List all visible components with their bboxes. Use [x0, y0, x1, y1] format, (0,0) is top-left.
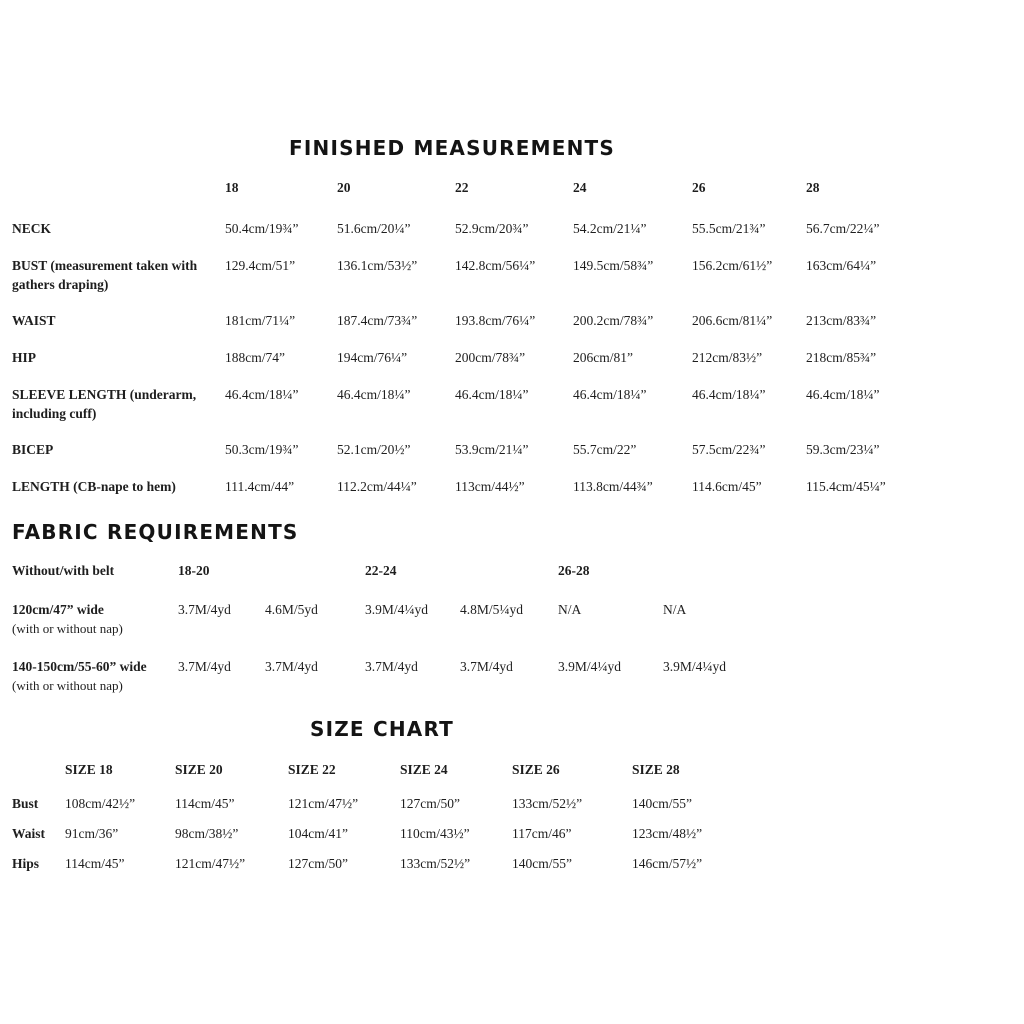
measurement-cell: 56.7cm/22¼” — [806, 221, 880, 236]
measurement-cell: 54.2cm/21¼” — [573, 221, 647, 236]
measurement-cell: 194cm/76¼” — [337, 350, 408, 365]
row-label: Bust — [12, 796, 39, 811]
body-measurement-cell: 123cm/48½” — [632, 826, 703, 841]
size-column-header: SIZE 28 — [632, 762, 680, 777]
measurement-cell: 206.6cm/81¼” — [692, 313, 773, 328]
fabric-requirements-title: FABRIC REQUIREMENTS — [12, 520, 299, 544]
measurement-cell: 50.3cm/19¾” — [225, 442, 299, 457]
fabric-nap-note: (with or without nap) — [12, 678, 123, 693]
measurement-cell: 114.6cm/45” — [692, 479, 762, 494]
measurement-cell: 52.9cm/20¾” — [455, 221, 529, 236]
row-label: SLEEVE LENGTH (underarm, including cuff) — [12, 387, 197, 421]
yardage-cell: 4.6M/5yd — [265, 602, 318, 617]
measurement-cell: 46.4cm/18¼” — [692, 387, 766, 402]
measurement-cell: 136.1cm/53½” — [337, 258, 418, 273]
size-group-header: 26-28 — [558, 563, 590, 578]
size-header-row — [12, 178, 1024, 197]
row-label: NECK — [12, 221, 52, 236]
measurement-cell: 218cm/85¾” — [806, 350, 877, 365]
measurement-cell: 46.4cm/18¼” — [455, 387, 529, 402]
yardage-cell: 3.7M/4yd — [178, 602, 231, 617]
measurement-cell: 188cm/74” — [225, 350, 285, 365]
measurement-cell: 113cm/44½” — [455, 479, 525, 494]
measurement-cell: 112.2cm/44¼” — [337, 479, 417, 494]
table-row-neck — [12, 219, 1024, 238]
size-header: 22 — [455, 180, 469, 195]
yardage-cell: 3.7M/4yd — [460, 659, 513, 674]
body-measurement-cell: 140cm/55” — [512, 856, 572, 871]
row-label: WAIST — [12, 313, 56, 328]
fabric-width-label: 120cm/47” wide — [12, 602, 104, 617]
body-measurement-cell: 121cm/47½” — [288, 796, 359, 811]
yardage-cell: 3.9M/4¼yd — [558, 659, 622, 674]
size-chart-header-row — [12, 760, 1024, 779]
row-label: Hips — [12, 856, 40, 871]
measurement-cell: 113.8cm/44¾” — [573, 479, 653, 494]
fabric-row-120cm — [12, 600, 1024, 638]
table-row-waist — [12, 311, 1024, 330]
row-label: Waist — [12, 826, 46, 841]
table-row-hip — [12, 348, 1024, 367]
measurement-cell: 156.2cm/61½” — [692, 258, 773, 273]
body-measurement-cell: 104cm/41” — [288, 826, 348, 841]
measurement-cell: 163cm/64¼” — [806, 258, 877, 273]
fabric-row-label — [12, 657, 178, 695]
size-header: 28 — [806, 180, 820, 195]
body-measurement-cell: 114cm/45” — [65, 856, 125, 871]
measurement-cell: 129.4cm/51” — [225, 258, 296, 273]
table-row-bust — [12, 256, 1024, 294]
size-column-header: SIZE 20 — [175, 762, 223, 777]
body-measurement-cell: 121cm/47½” — [175, 856, 246, 871]
table-row-length — [12, 477, 1024, 496]
row-label: HIP — [12, 350, 37, 365]
size-header: 18 — [225, 180, 239, 195]
body-measurement-cell: 98cm/38½” — [175, 826, 239, 841]
size-column-header: SIZE 24 — [400, 762, 448, 777]
fabric-nap-note: (with or without nap) — [12, 621, 123, 636]
size-column-header: SIZE 18 — [65, 762, 113, 777]
measurement-cell: 55.5cm/21¾” — [692, 221, 766, 236]
measurement-cell: 193.8cm/76¼” — [455, 313, 536, 328]
yardage-cell: 3.7M/4yd — [178, 659, 231, 674]
table-row-bicep — [12, 440, 1024, 459]
body-measurement-cell: 117cm/46” — [512, 826, 572, 841]
fabric-row-140-150cm — [12, 657, 1024, 695]
size-chart-row-bust — [12, 794, 1024, 813]
size-header: 24 — [573, 180, 587, 195]
measurement-cell: 212cm/83½” — [692, 350, 763, 365]
body-measurement-cell: 140cm/55” — [632, 796, 692, 811]
body-measurement-cell: 110cm/43½” — [400, 826, 470, 841]
fabric-row-label — [12, 600, 178, 638]
body-measurement-cell: 127cm/50” — [288, 856, 348, 871]
measurement-cell: 181cm/71¼” — [225, 313, 296, 328]
body-measurement-cell: 146cm/57½” — [632, 856, 703, 871]
measurement-cell: 52.1cm/20½” — [337, 442, 411, 457]
body-measurement-cell: 108cm/42½” — [65, 796, 136, 811]
size-column-header: SIZE 26 — [512, 762, 560, 777]
body-measurement-cell: 114cm/45” — [175, 796, 235, 811]
body-measurement-cell: 127cm/50” — [400, 796, 460, 811]
measurement-cell: 149.5cm/58¾” — [573, 258, 654, 273]
measurement-cell: 46.4cm/18¼” — [806, 387, 880, 402]
measurement-cell: 55.7cm/22” — [573, 442, 637, 457]
measurement-cell: 142.8cm/56¼” — [455, 258, 536, 273]
body-measurement-cell: 91cm/36” — [65, 826, 119, 841]
size-group-header: 18-20 — [178, 563, 210, 578]
yardage-cell: N/A — [558, 602, 582, 617]
yardage-cell: N/A — [663, 602, 687, 617]
fabric-width-label: 140-150cm/55-60” wide — [12, 659, 147, 674]
measurement-cell: 53.9cm/21¼” — [455, 442, 529, 457]
size-column-header: SIZE 22 — [288, 762, 336, 777]
measurement-cell: 46.4cm/18¼” — [225, 387, 299, 402]
body-measurement-cell: 133cm/52½” — [512, 796, 583, 811]
fabric-header-row — [12, 561, 1024, 580]
measurement-cell: 59.3cm/23¼” — [806, 442, 880, 457]
row-label: BICEP — [12, 442, 54, 457]
row-label: LENGTH (CB-nape to hem) — [12, 479, 176, 494]
measurement-cell: 200.2cm/78¾” — [573, 313, 654, 328]
yardage-cell: 3.9M/4¼yd — [365, 602, 429, 617]
size-group-header: 22-24 — [365, 563, 397, 578]
yardage-cell: 3.7M/4yd — [365, 659, 418, 674]
size-header: 26 — [692, 180, 706, 195]
body-measurement-cell: 133cm/52½” — [400, 856, 471, 871]
measurement-cell: 57.5cm/22¾” — [692, 442, 766, 457]
measurement-cell: 213cm/83¾” — [806, 313, 877, 328]
yardage-cell: 3.9M/4¼yd — [663, 659, 727, 674]
size-chart-title: SIZE CHART — [309, 717, 454, 741]
table-row-sleeve-length — [12, 385, 1024, 423]
measurement-cell: 200cm/78¾” — [455, 350, 526, 365]
size-header: 20 — [337, 180, 351, 195]
measurement-cell: 206cm/81” — [573, 350, 633, 365]
measurement-cell: 187.4cm/73¾” — [337, 313, 418, 328]
fabric-header-label: Without/with belt — [12, 563, 115, 578]
measurement-cell: 115.4cm/45¼” — [806, 479, 886, 494]
measurement-cell: 50.4cm/19¾” — [225, 221, 299, 236]
measurement-cell: 111.4cm/44” — [225, 479, 295, 494]
size-chart-row-hips — [12, 854, 1024, 873]
yardage-cell: 3.7M/4yd — [265, 659, 318, 674]
size-chart-row-waist — [12, 824, 1024, 843]
measurement-cell: 46.4cm/18¼” — [573, 387, 647, 402]
yardage-cell: 4.8M/5¼yd — [460, 602, 524, 617]
row-label: BUST (measurement taken with gathers draping) — [12, 258, 198, 292]
measurement-cell: 46.4cm/18¼” — [337, 387, 411, 402]
finished-measurements-title: FINISHED MEASUREMENTS — [289, 136, 615, 160]
measurement-cell: 51.6cm/20¼” — [337, 221, 411, 236]
